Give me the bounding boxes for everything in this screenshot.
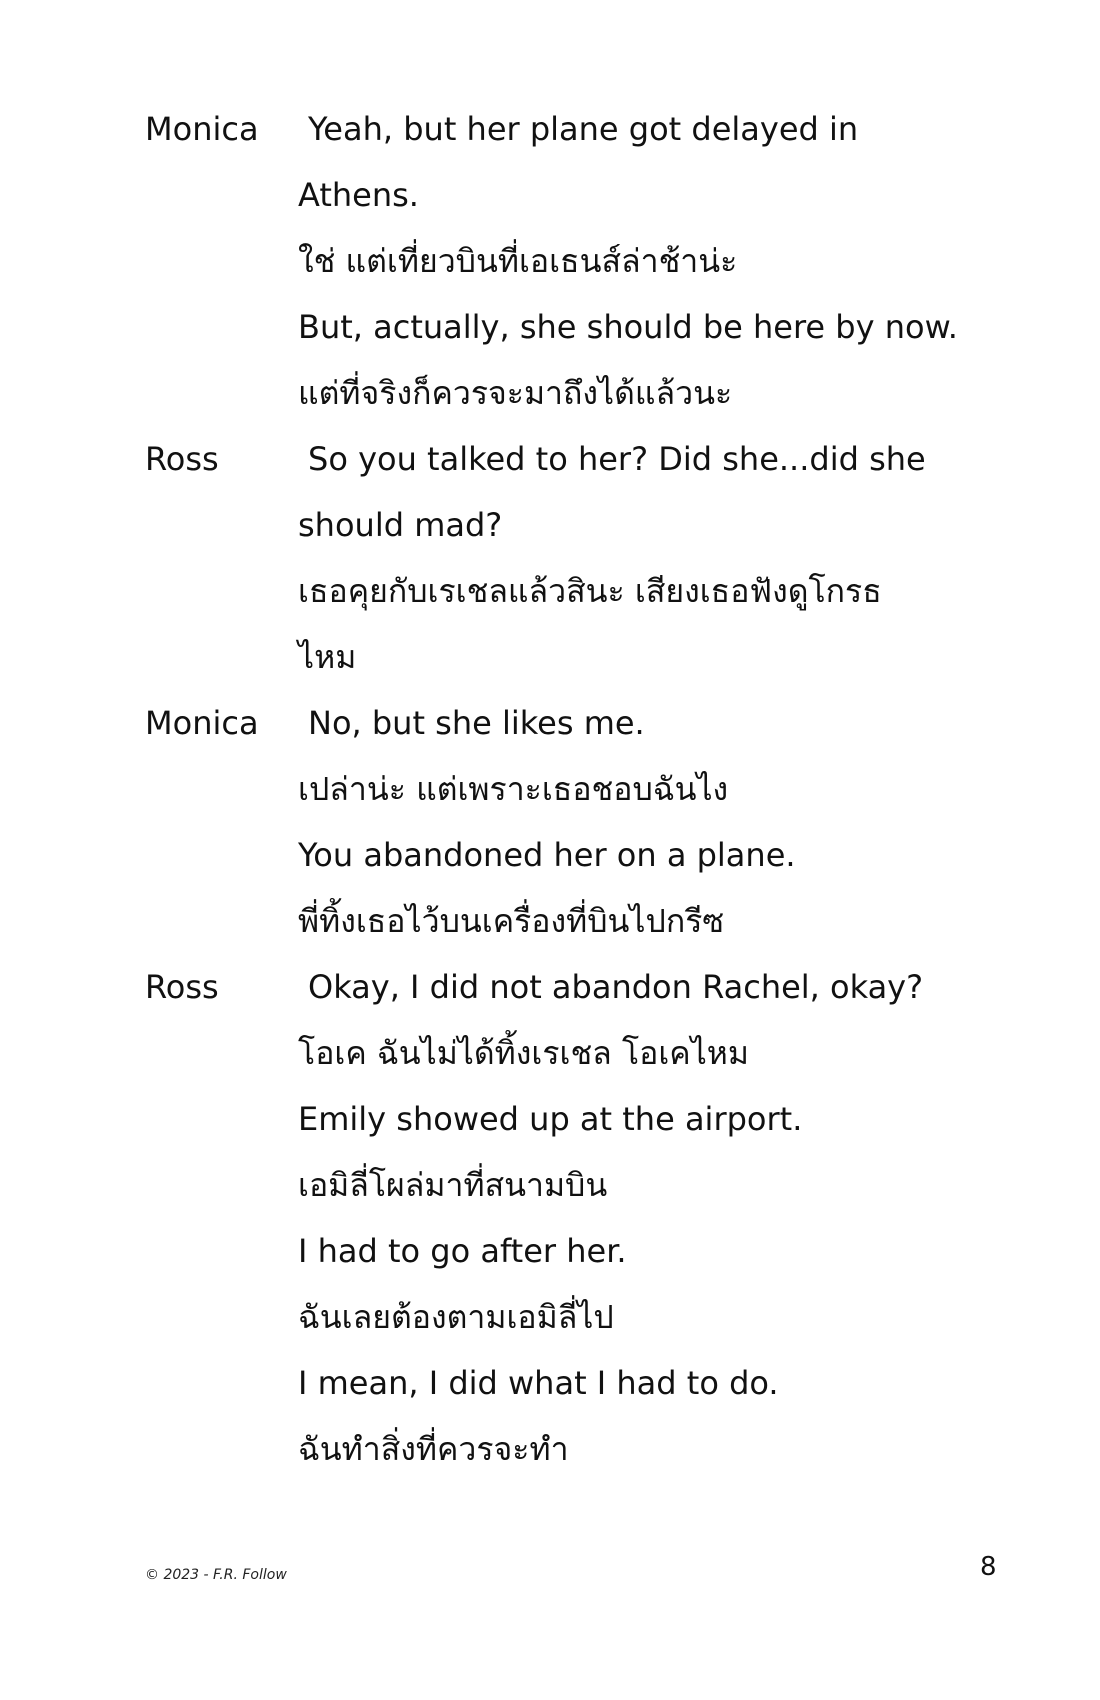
speaker-name: Monica <box>145 704 259 742</box>
dialogue-lines <box>298 954 1005 1482</box>
translation-line: ฉันเลยต้องตามเอมิลี่ไป <box>298 1298 614 1336</box>
dialogue-line: But, actually, she should be here by now. <box>298 308 958 346</box>
speaker-name: Monica <box>145 110 259 148</box>
translation-line: เปล่าน่ะ แต่เพราะเธอชอบฉันไง <box>298 770 729 808</box>
dialogue-line: Emily showed up at the airport. <box>298 1100 803 1138</box>
translation-line: โอเค ฉันไม่ได้ทิ้งเรเชล โอเคไหม <box>298 1034 749 1072</box>
dialogue-block <box>145 426 1005 690</box>
dialogue-block <box>145 96 1005 426</box>
translation-line: ฉันทำสิ่งที่ควรจะทำ <box>298 1430 569 1468</box>
dialogue-line: Yeah, but her plane got delayed in <box>308 110 859 148</box>
translation-line: ไหม <box>298 638 357 676</box>
script-body <box>145 96 1005 1482</box>
translation-line: ใช่ แต่เที่ยวบินที่เอเธนส์ล่าช้าน่ะ <box>298 242 738 280</box>
page-number: 8 <box>980 1552 997 1582</box>
dialogue-lines <box>298 426 1005 690</box>
translation-line: เอมิลี่โผล่มาที่สนามบิน <box>298 1166 608 1204</box>
dialogue-line: I had to go after her. <box>298 1232 627 1270</box>
dialogue-block <box>145 690 1005 954</box>
translation-line: พี่ทิ้งเธอไว้บนเครื่องที่บินไปกรีซ <box>298 902 725 940</box>
dialogue-line: I mean, I did what I had to do. <box>298 1364 779 1402</box>
dialogue-lines <box>298 96 1005 426</box>
speaker-name: Ross <box>145 968 219 1006</box>
dialogue-line: You abandoned her on a plane. <box>298 836 796 874</box>
speaker-name: Ross <box>145 440 219 478</box>
dialogue-block <box>145 954 1005 1482</box>
dialogue-line: Athens. <box>298 176 419 214</box>
translation-line: แต่ที่จริงก็ควรจะมาถึงได้แล้วนะ <box>298 374 733 412</box>
dialogue-line: Okay, I did not abandon Rachel, okay? <box>308 968 924 1006</box>
copyright-notice: © 2023 - F.R. Follow <box>145 1567 287 1583</box>
dialogue-lines <box>298 690 1005 954</box>
dialogue-line: should mad? <box>298 506 503 544</box>
dialogue-line: So you talked to her? Did she...did she <box>308 440 926 478</box>
dialogue-line: No, but she likes me. <box>308 704 645 742</box>
translation-line: เธอคุยกับเรเชลแล้วสินะ เสียงเธอฟังดูโกรธ <box>298 572 882 610</box>
